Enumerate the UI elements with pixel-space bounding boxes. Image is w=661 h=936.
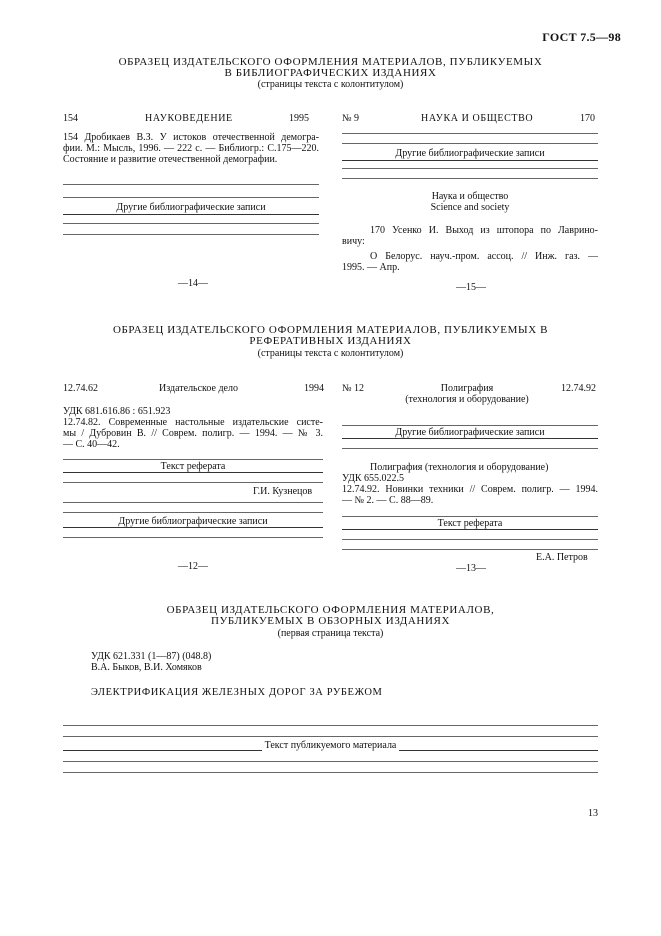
running-title: НАУКА И ОБЩЕСТВО — [421, 113, 534, 124]
rule — [63, 482, 323, 483]
placeholder-rule — [342, 438, 598, 439]
folio: —15— — [456, 282, 486, 293]
rule — [63, 234, 319, 235]
placeholder-label: Другие библиографические записи — [113, 202, 268, 213]
bib-entry-line3: Состояние и развитие отечественной демографии. — [63, 154, 278, 165]
bib-entry-line2: вичу: — [342, 236, 365, 247]
udk: УДК 681.616.86 : 651.923 — [63, 406, 171, 417]
abstract-entry-line1: 12.74.92. Новинки техники // Соврем. полигр. — 1994. — [342, 484, 598, 495]
abstract-rule — [342, 529, 598, 530]
abstract-author: Е.А. Петров — [536, 552, 588, 563]
rule — [63, 761, 598, 762]
rule — [342, 425, 598, 426]
udk: УДК 621.331 (1—87) (048.8) — [91, 651, 212, 662]
rule — [63, 223, 319, 224]
bib-entry-line3: О Белорус. науч.-пром. ассоц. // Инж. газ. — — [370, 251, 598, 262]
placeholder-label: Другие библиографические записи — [392, 427, 547, 438]
rule — [63, 772, 598, 773]
section2-title-line2: РЕФЕРАТИВНЫХ ИЗДАНИЯХ — [249, 335, 412, 347]
running-title: НАУКОВЕДЕНИЕ — [145, 113, 233, 124]
rule — [63, 197, 319, 198]
rule — [342, 516, 598, 517]
running-title: Издательское дело — [159, 383, 238, 394]
body-label-wrap — [63, 740, 598, 751]
rule — [342, 539, 598, 540]
body-placeholder-label: Текст публикуемого материала — [262, 740, 400, 751]
placeholder-label-wrap — [342, 427, 598, 438]
section2-subtitle: (страницы текста с колонтитулом) — [257, 348, 404, 359]
rule — [63, 502, 323, 503]
section3-title-line1: ОБРАЗЕЦ ИЗДАТЕЛЬСКОГО ОФОРМЛЕНИЯ МАТЕРИАЛОВ, — [166, 604, 495, 616]
rule — [342, 133, 598, 134]
section3-subtitle: (первая страница текста) — [277, 628, 384, 639]
rule — [342, 143, 598, 144]
placeholder-rule — [63, 214, 319, 215]
rule — [63, 512, 323, 513]
placeholder-label-wrap — [63, 202, 319, 213]
rule — [342, 178, 598, 179]
running-title-line1: Полиграфия — [440, 383, 494, 394]
placeholder-rule — [342, 160, 598, 161]
article-authors: В.А. Быков, В.И. Хомяков — [91, 662, 202, 673]
rule — [342, 448, 598, 449]
abstract-label-wrap — [342, 518, 598, 529]
running-number: № 9 — [342, 113, 360, 124]
rule — [342, 168, 598, 169]
bib-entry-line4: 1995. — Апр. — [342, 262, 400, 273]
section3-title-line2: ПУБЛИКУЕМЫХ В ОБЗОРНЫХ ИЗДАНИЯХ — [210, 615, 451, 627]
rule — [63, 184, 319, 185]
rule — [63, 459, 323, 460]
bib-entry-line1: 170 Усенко И. Выход из штопора по Лаврино- — [370, 225, 598, 236]
placeholder-rule — [63, 527, 323, 528]
abstract-entry-line2: мы / Дубровин В. // Соврем. полигр. — 1994. — № 3. — [63, 428, 323, 439]
section2-title-line1: ОБРАЗЕЦ ИЗДАТЕЛЬСКОГО ОФОРМЛЕНИЯ МАТЕРИАЛОВ, ПУБЛИКУЕМЫХ В — [112, 324, 549, 336]
abstract-label: Текст реферата — [435, 518, 506, 529]
running-code: 12.74.62 — [63, 383, 98, 394]
rule — [63, 725, 598, 726]
section-heading: Полиграфия (технология и оборудование) — [370, 462, 549, 473]
udk: УДК 655.022.5 — [342, 473, 405, 484]
folio: —12— — [178, 561, 208, 572]
section-heading-en: Science and society — [430, 202, 510, 213]
rule — [63, 537, 323, 538]
placeholder-label: Другие библиографические записи — [392, 148, 547, 159]
placeholder-label-wrap — [342, 148, 598, 159]
abstract-entry-line3: — С. 40—42. — [63, 439, 120, 450]
abstract-label-wrap — [63, 461, 323, 472]
placeholder-label-wrap — [63, 516, 323, 527]
abstract-label: Текст реферата — [158, 461, 229, 472]
rule — [342, 549, 598, 550]
running-year: 1994 — [304, 383, 324, 394]
placeholder-label: Другие библиографические записи — [115, 516, 270, 527]
folio: —14— — [178, 278, 208, 289]
standard-number: ГОСТ 7.5—98 — [542, 30, 621, 44]
bib-entry-line1: 154 Дробикаев В.З. У истоков отечественной демогра- — [63, 132, 319, 143]
abstract-rule — [63, 472, 323, 473]
running-title-line2: (технология и оборудование) — [405, 394, 529, 405]
abstract-entry-line2: — № 2. — С. 88—89. — [342, 495, 434, 506]
folio: —13— — [456, 563, 486, 574]
abstract-author: Г.И. Кузнецов — [253, 486, 313, 497]
running-year: 1995 — [289, 113, 309, 124]
bib-entry-line2: фии. М.: Мысль, 1996. — 222 с. — Библиогр.: С.175—220. — [63, 143, 319, 154]
section-heading-ru: Наука и общество — [431, 191, 509, 202]
running-number: 154 — [63, 113, 78, 124]
running-page: 170 — [580, 113, 595, 124]
article-title: ЭЛЕКТРИФИКАЦИЯ ЖЕЛЕЗНЫХ ДОРОГ ЗА РУБЕЖОМ — [91, 687, 383, 698]
abstract-entry-line1: 12.74.82. Современные настольные издательские систе- — [63, 417, 323, 428]
page-number: 13 — [588, 808, 598, 819]
section1-subtitle: (страницы текста с колонтитулом) — [257, 79, 404, 90]
running-number: № 12 — [342, 383, 365, 394]
rule — [63, 736, 598, 737]
section1-title-line1: ОБРАЗЕЦ ИЗДАТЕЛЬСКОГО ОФОРМЛЕНИЯ МАТЕРИАЛОВ, ПУБЛИКУЕМЫХ — [118, 56, 543, 68]
running-code: 12.74.92 — [561, 383, 596, 394]
section1-title-line2: В БИБЛИОГРАФИЧЕСКИХ ИЗДАНИЯХ — [224, 67, 437, 79]
